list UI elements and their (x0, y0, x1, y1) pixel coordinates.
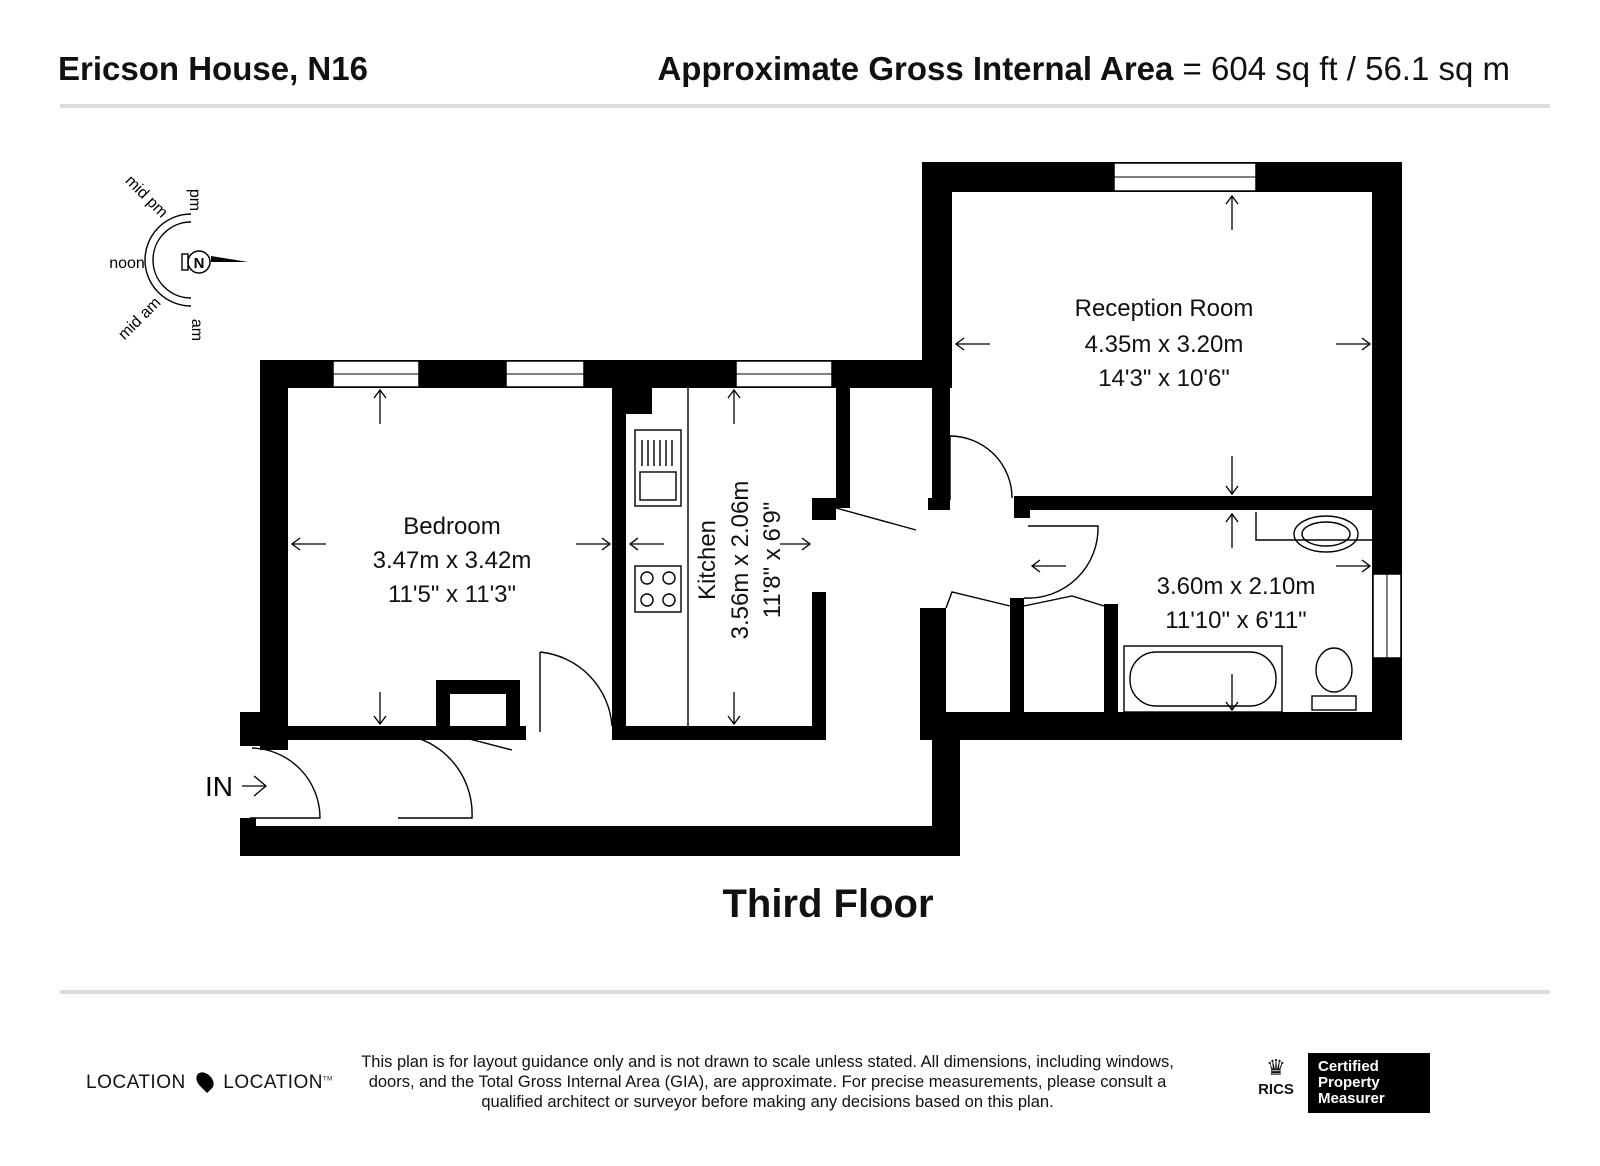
compass-am: am (188, 318, 205, 342)
kitchen-name: Kitchen (694, 519, 721, 601)
toilet-cistern (1312, 696, 1356, 710)
property-title: Ericson House, N16 (58, 50, 368, 87)
sun-arc (145, 214, 191, 306)
rics-badge (1252, 1055, 1432, 1115)
walls (240, 162, 1402, 856)
logo-word-left: LOCATION (86, 1072, 186, 1093)
bedroom-imperial: 11'5" x 11'3" (387, 581, 517, 608)
certified-measurer-badge (1308, 1053, 1430, 1113)
bedroom-name: Bedroom (403, 513, 501, 540)
compass-tick (182, 254, 188, 270)
agency-logo (86, 1071, 333, 1094)
compass-mid-pm: mid pm (121, 172, 171, 222)
compass-noon: noon (109, 255, 145, 272)
floor-title-text: Third Floor (722, 882, 934, 926)
floor-title (0, 882, 1600, 927)
north-arrow-icon (211, 256, 248, 262)
doors (250, 436, 1104, 818)
reception-metric: 4.35m x 3.20m (1084, 331, 1244, 358)
badge-line-2: Property (1318, 1074, 1380, 1091)
rics-word: RICS (1258, 1081, 1294, 1098)
bathroom-imperial: 11'10" x 6'11" (1165, 607, 1307, 634)
reception-name: Reception Room (1074, 295, 1254, 322)
toilet-bowl (1316, 648, 1352, 692)
sun-arc-inner (153, 222, 191, 298)
kitchen-metric: 3.56m x 2.06m (727, 480, 754, 640)
logo-word-right: LOCATION (223, 1072, 323, 1093)
hob (635, 566, 681, 612)
drainer (642, 440, 672, 466)
area-label: Approximate Gross Internal Area (657, 50, 1174, 87)
bath (1124, 646, 1282, 712)
kitchen-imperial: 11'8" x 6'9" (759, 501, 786, 619)
bathroom-metric: 3.60m x 2.10m (1156, 573, 1316, 600)
sink-bowl (640, 472, 676, 500)
bath-inner (1130, 652, 1276, 706)
footer-divider (60, 990, 1550, 994)
north-label: N (193, 255, 205, 272)
bedroom-metric: 3.47m x 3.42m (372, 547, 532, 574)
rics-lion-icon: ♛ (1266, 1055, 1286, 1080)
reception-imperial: 14'3" x 10'6" (1098, 365, 1230, 392)
compass (109, 172, 248, 343)
badge-line-3: Measurer (1318, 1090, 1385, 1107)
disclaimer: This plan is for layout guidance only and is not drawn to scale unless stated. All dimensions, including windows, doors, and the Total Gross Internal Area (GIA), are approximate. For precise measurements, please consult a qualified architect or surveyor before making any decisions based on this plan. (361, 1053, 1174, 1111)
badge-line-1: Certified (1318, 1058, 1379, 1075)
entrance-label: IN (205, 771, 233, 802)
rics-mark (1252, 1055, 1300, 1098)
logo-tm: TM (323, 1076, 333, 1083)
area-value: = 604 sq ft / 56.1 sq m (1173, 50, 1510, 87)
location-pin-icon (192, 1069, 216, 1093)
compass-pm: pm (186, 188, 203, 212)
compass-mid-am: mid am (115, 294, 165, 344)
